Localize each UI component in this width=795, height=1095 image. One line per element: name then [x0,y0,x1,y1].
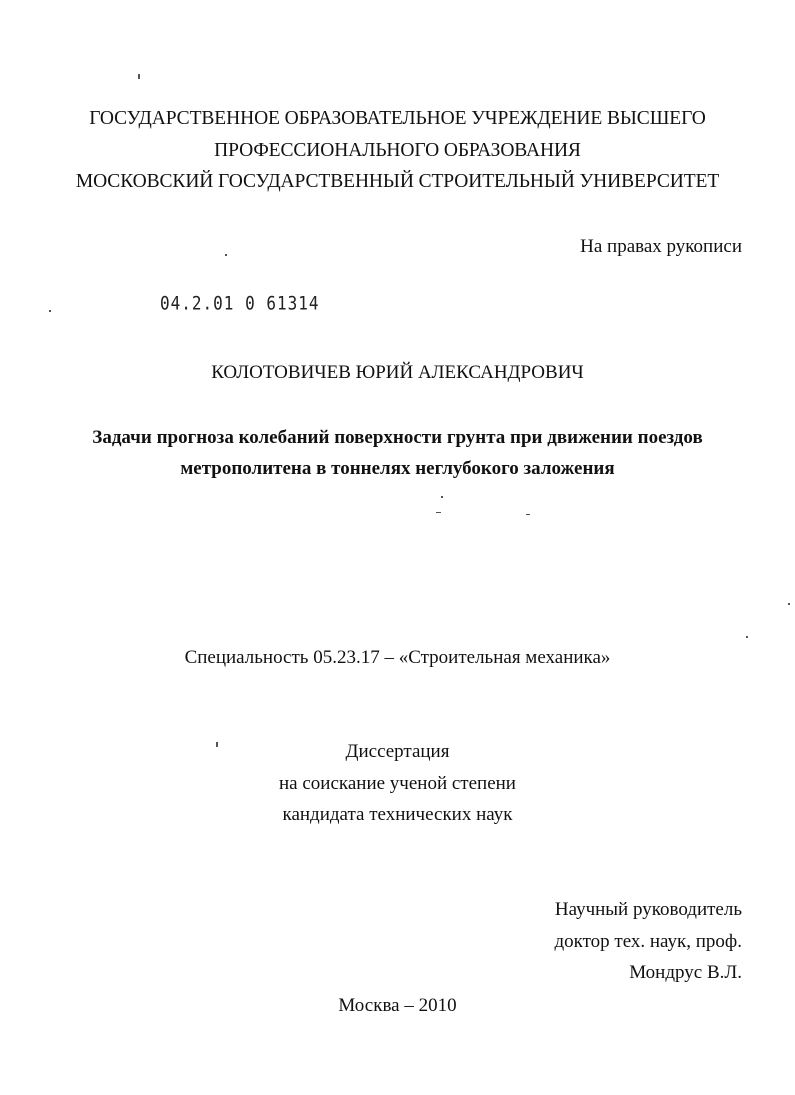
manuscript-note: На правах рукописи [580,236,742,257]
dissertation-title-line-2: метрополитена в тоннелях неглубокого заложения [180,458,615,479]
author-name: КОЛОТОВИЧЕВ ЮРИЙ АЛЕКСАНДРОВИЧ [211,362,584,383]
supervisor-role: Научный руководитель [554,899,742,920]
scan-speck [526,514,530,515]
scan-speck [49,310,51,312]
scan-speck [138,74,140,79]
institution-line-2: ПРОФЕССИОНАЛЬНОГО ОБРАЗОВАНИЯ [214,140,581,161]
dissertation-type-line-2: на соискание ученой степени [279,773,516,794]
specialty: Специальность 05.23.17 – «Строительная механика» [184,647,611,668]
scan-speck [441,496,443,498]
dissertation-type-line-3: кандидата технических наук [282,804,513,825]
dissertation-type-line-1: Диссертация [345,741,450,762]
institution-line-1: ГОСУДАРСТВЕННОЕ ОБРАЗОВАТЕЛЬНОЕ УЧРЕЖДЕНИЕ ВЫСШЕГО [89,108,706,129]
scan-speck [436,512,441,513]
supervisor-name: Мондрус В.Л. [629,962,742,983]
dissertation-title-line-1: Задачи прогноза колебаний поверхности грунта при движении поездов [92,427,703,448]
city-year: Москва – 2010 [338,995,457,1016]
scan-speck [788,603,790,605]
supervisor-degree: доктор тех. наук, проф. [554,931,742,952]
scan-speck [746,636,748,638]
scan-speck [225,254,227,256]
institution-line-3: МОСКОВСКИЙ ГОСУДАРСТВЕННЫЙ СТРОИТЕЛЬНЫЙ УНИВЕРСИТЕТ [75,171,720,192]
archive-stamp: 04.2.01 0 61314 [160,292,320,314]
